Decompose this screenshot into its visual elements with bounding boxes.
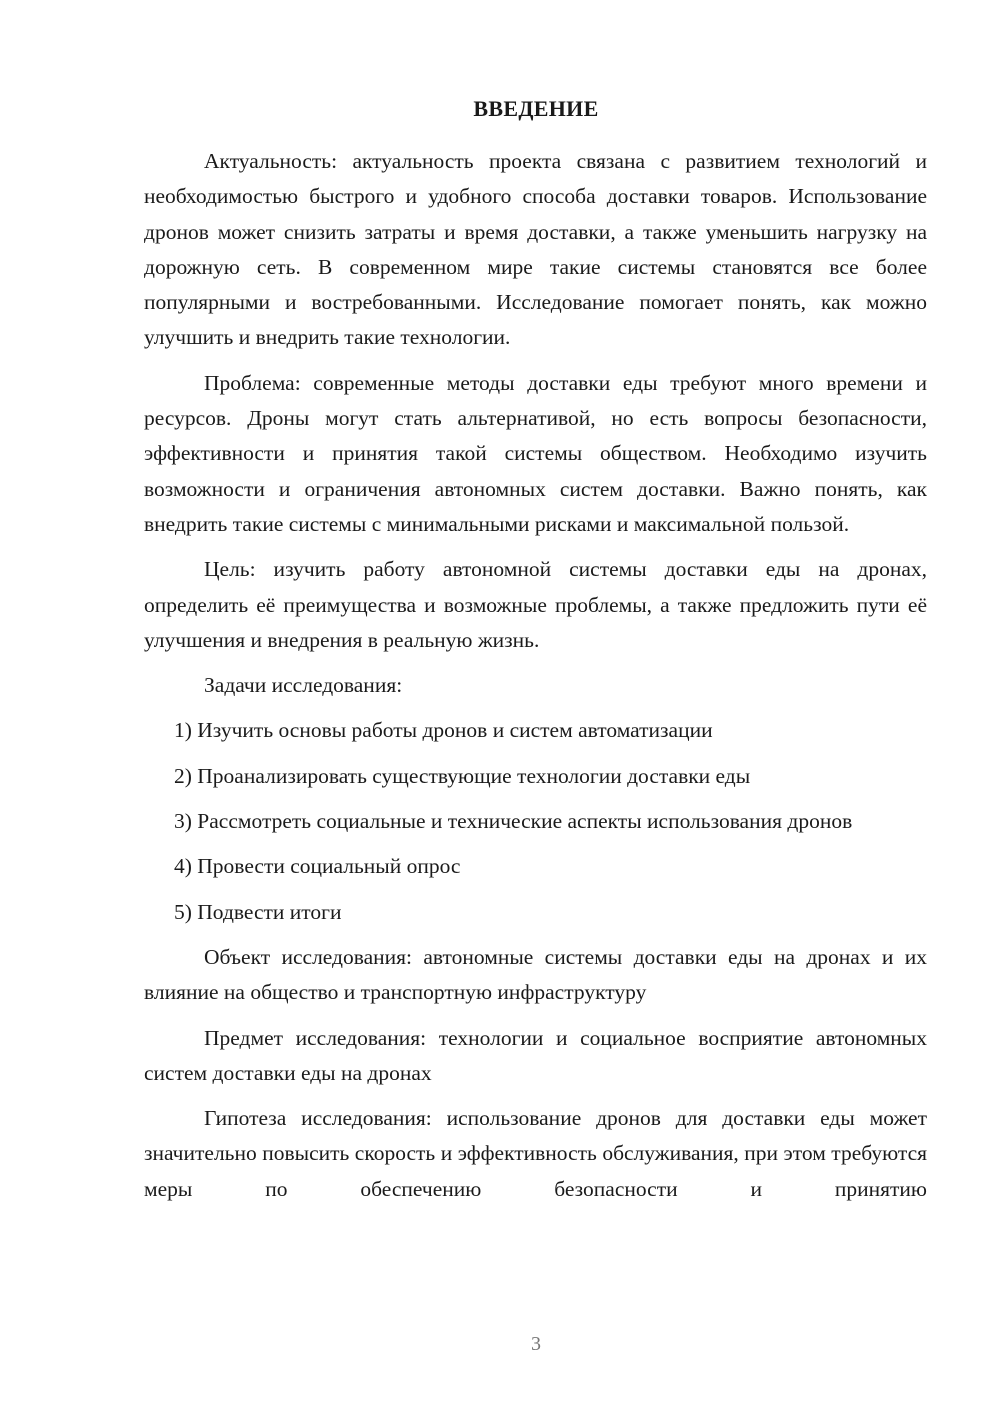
- task-item-2: 2) Проанализировать существующие технологии доставки еды: [174, 763, 751, 788]
- page-number: 3: [531, 1333, 541, 1355]
- paragraph-object: Объект исследования: автономные системы доставки еды на дронах и их влияние на общество и транспортную инфраструктуру: [144, 944, 927, 1005]
- paragraph-problem: Проблема: современные методы доставки еды требуют много времени и ресурсов. Дроны могут стать альтернативой, но есть вопросы безопасности, эффективности и принятия такой системы обществом. Необходимо изучить возможности и ограничения автономных систем доставки. Важно понять, как внедрить такие системы с минимальными рисками и максимальной пользой.: [144, 370, 927, 536]
- paragraph-subject: Предмет исследования: технологии и социальное восприятие автономных систем доставки еды на дронах: [144, 1025, 927, 1085]
- task-item-1: 1) Изучить основы работы дронов и систем автоматизации: [174, 718, 713, 743]
- page-title: ВВЕДЕНИЕ: [473, 96, 599, 121]
- document-body: [144, 144, 927, 1217]
- task-item-4: 4) Провести социальный опрос: [174, 854, 461, 879]
- paragraph-tasks-heading: Задачи исследования:: [204, 673, 403, 698]
- task-item-5: 5) Подвести итоги: [174, 899, 342, 924]
- paragraph-goal: Цель: изучить работу автономной системы доставки еды на дронах, определить её преимущества и возможные проблемы, а также предложить пути её улучшения и внедрения в реальную жизнь.: [144, 557, 927, 652]
- paragraph-relevance: Актуальность: актуальность проекта связана с развитием технологий и необходимостью быстрого и удобного способа доставки товаров. Использование дронов может снизить затраты и время доставки, а также уменьшить нагрузку на дорожную сеть. В современном мире такие системы становятся все более популярными и востребованными. Исследование помогает понять, как можно улучшить и внедрить такие технологии.: [144, 149, 927, 350]
- paragraph-hypothesis: Гипотеза исследования: использование дронов для доставки еды может значительно повысить скорость и эффективность обслуживания, при этом требуются меры по обеспечению безопасности и принятию: [144, 1106, 927, 1201]
- task-item-3: 3) Рассмотреть социальные и технические аспекты использования дронов: [174, 809, 853, 834]
